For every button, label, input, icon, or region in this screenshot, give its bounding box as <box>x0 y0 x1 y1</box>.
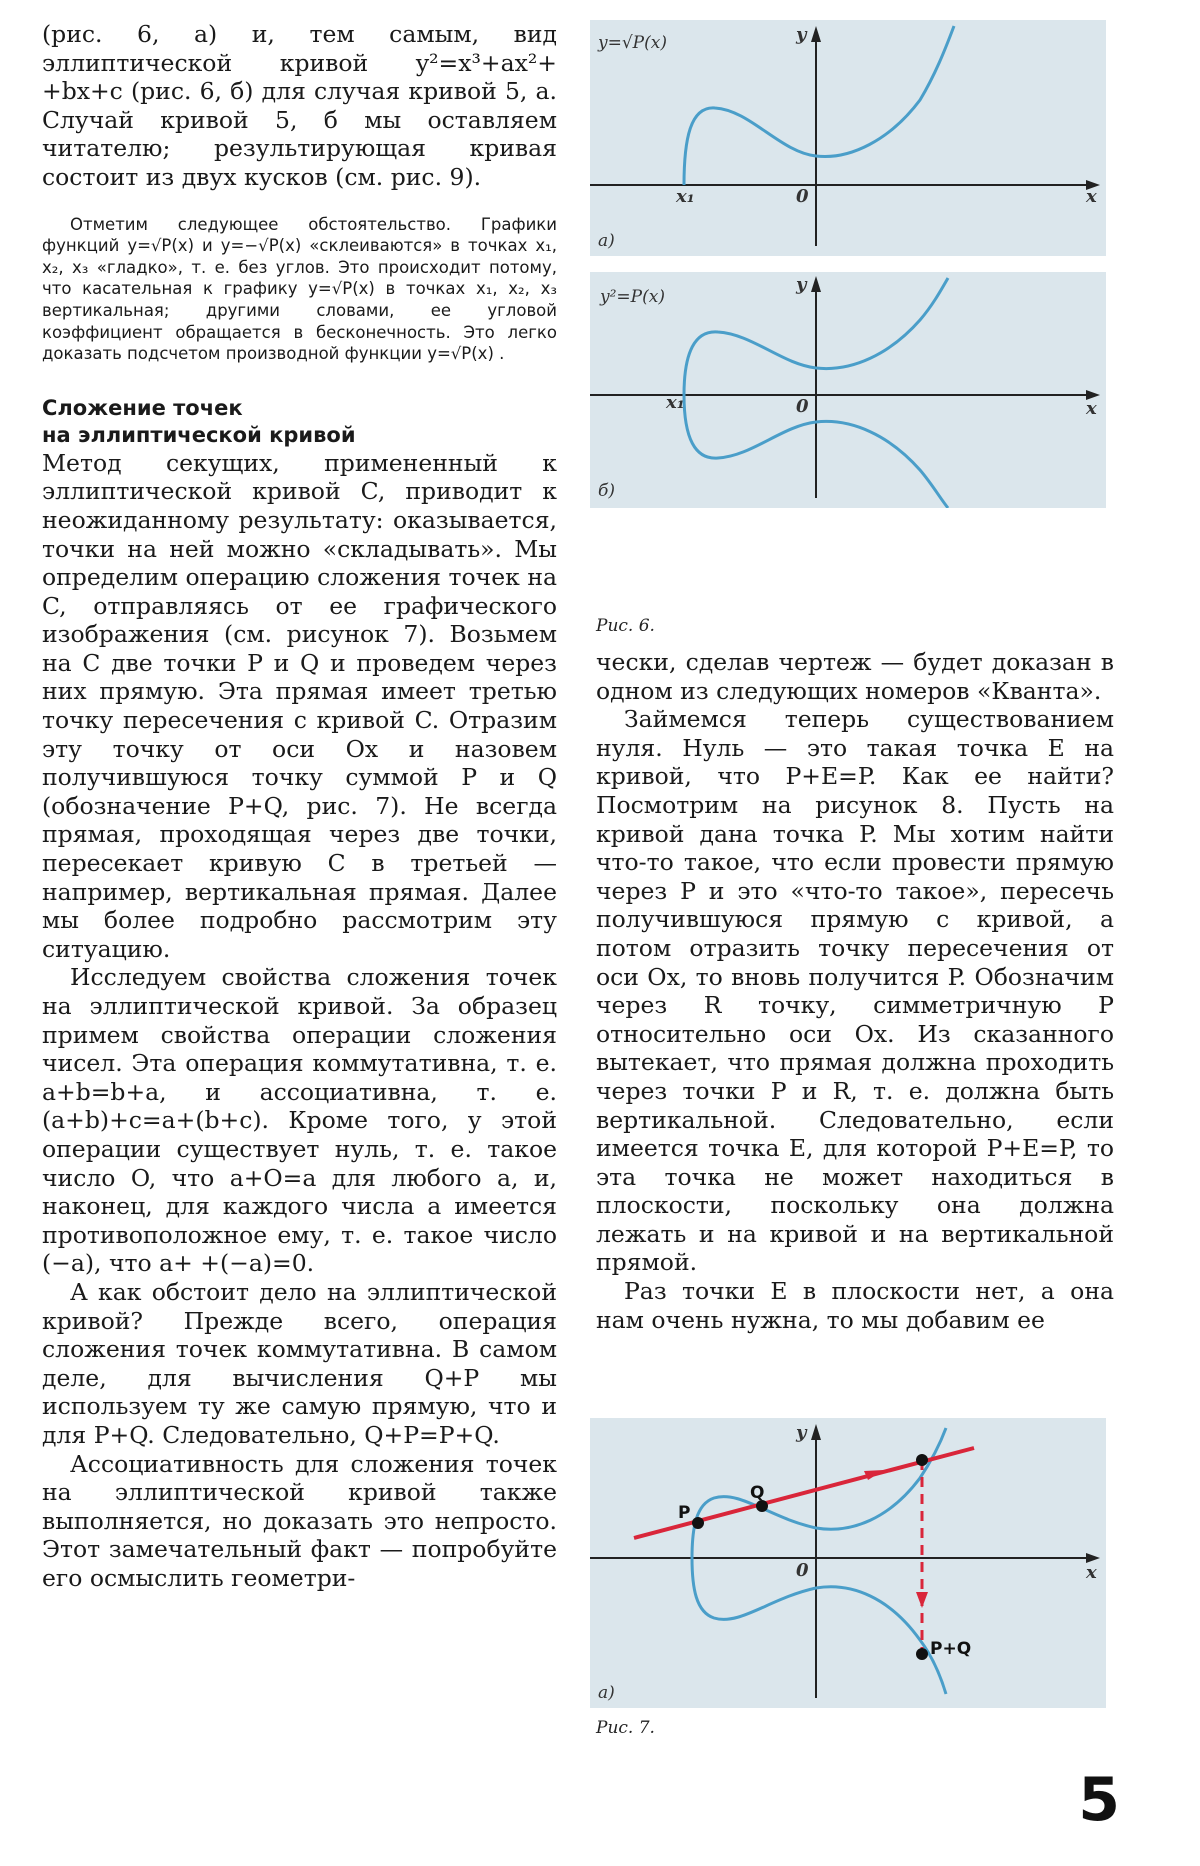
y-axis-arrow <box>811 276 821 292</box>
heading-line: Сложение точек <box>42 395 243 420</box>
paragraph: Ассоциативность для сложения точек на эллиптической кривой также выполняется, но доказать это непросто. Этот замечательный факт — попробуйте его осмыслить геометри- <box>42 1449 557 1592</box>
point-third <box>916 1454 928 1466</box>
y-axis-label: y <box>796 1422 807 1443</box>
paragraph: Займемся теперь существованием нуля. Нуль — это такая точка E на кривой, что P+E=P. Как ее найти? Посмотрим на рисунок 8. Пусть на кривой дана точка P. Мы хотим найти что-то такое, что если провести прямую через P и это «что-то такое», пересечь получившуюся прямую с кривой, а потом отразить точку пересечения от оси Ox, то вновь получится P. Обозначим через R точку, симметричную P относительно оси Ox. Из сказанного вытекает, что прямая должна проходить через точки P и R, т. е. должна быть вертикальной. Следовательно, если имеется точка E, для которой P+E=P, то эта точка не может находиться в плоскости, поскольку она должна лежать и на кривой и на вертикальной прямой. <box>596 705 1114 1277</box>
x-axis-label: x <box>1086 186 1097 207</box>
section-heading <box>42 395 557 449</box>
y-axis-label: y <box>796 24 807 45</box>
y-axis-arrow <box>811 1424 821 1440</box>
subfigure-letter: б) <box>598 481 616 501</box>
point-p <box>692 1517 704 1529</box>
curve <box>684 26 954 185</box>
x-axis-label: x <box>1086 1562 1097 1583</box>
curve-lower <box>692 1558 946 1694</box>
figure-6a <box>590 20 1106 256</box>
p-label: P <box>678 1503 691 1523</box>
paragraph: (рис. 6, а) и, тем самым, вид эллиптической кривой y²=x³+ax²+ +bx+c (рис. 6, б) для случая кривой 5, а. Случай кривой 5, б мы оставляем читателю; результирующая кривая состоит из двух кусков (см. рис. 9). <box>42 20 557 191</box>
origin-label: 0 <box>796 396 809 417</box>
heading-line: на эллиптической кривой <box>42 422 356 447</box>
paragraph: Исследуем свойства сложения точек на эллиптической кривой. За образец примем свойства операции сложения чисел. Эта операция коммутативна, т. е. a+b=b+a, и ассоциативна, т. е. (a+b)+c=a+(b+c). Кроме того, у этой операции существует нуль, т. е. такое число O, что a+O=a для любого a, и, наконец, для каждого числа a имеется противоположное ему, т. е. такое число (−a), что a+ +(−a)=0. <box>42 963 557 1278</box>
figure-7-caption: Рис. 7. <box>596 1718 655 1738</box>
secant-arrow <box>864 1470 884 1480</box>
curve-upper <box>692 1428 946 1558</box>
paragraph: Метод секущих, примененный к эллиптической кривой C, приводит к неожиданному результату: оказывается, точки на ней можно «складывать». Мы определим операцию сложения точек на C, отправляясь от ее графического изображения (см. рисунок 7). Возьмем на C две точки P и Q и проведем через них прямую. Эта прямая имеет третью точку пересечения с кривой C. Отразим эту точку от оси Ox и назовем получившуюся точку суммой P и Q (обозначение P+Q, рис. 7). Не всегда прямая, проходящая через две точки, пересекает кривую C в третьей — например, вертикальная прямая. Далее мы более подробно рассмотрим эту ситуацию. <box>42 448 557 963</box>
paragraph: чески, сделав чертеж — будет доказан в одном из следующих номеров «Кванта». <box>596 648 1114 705</box>
subfigure-letter: а) <box>598 1683 615 1703</box>
q-label: Q <box>750 1483 765 1503</box>
figure-6-caption: Рис. 6. <box>596 616 655 636</box>
formula-label: y=√P(x) <box>598 33 667 53</box>
right-column <box>596 648 1114 1334</box>
reflection-arrow <box>916 1592 928 1608</box>
point-sum <box>916 1648 928 1660</box>
left-column <box>42 20 557 1592</box>
paragraph: Раз точки E в плоскости нет, а она нам очень нужна, то мы добавим ее <box>596 1277 1114 1334</box>
formula-label: y²=P(x) <box>600 287 665 307</box>
paragraph: А как обстоит дело на эллиптической кривой? Прежде всего, операция сложения точек коммутативна. В самом деле, для вычисления Q+P мы используем ту же самую прямую, что и для P+Q. Следовательно, Q+P=P+Q. <box>42 1277 557 1449</box>
origin-label: 0 <box>796 1560 809 1581</box>
x1-label: x₁ <box>676 186 695 207</box>
page-number: 5 <box>1078 1765 1120 1835</box>
figure-6b <box>590 272 1106 508</box>
origin-label: 0 <box>796 186 809 207</box>
y-axis-arrow <box>811 26 821 42</box>
sum-label: P+Q <box>930 1639 972 1659</box>
y-axis-label: y <box>796 274 807 295</box>
figure-7 <box>590 1418 1106 1708</box>
subfigure-letter: а) <box>598 231 615 251</box>
x-axis-label: x <box>1086 398 1097 419</box>
note-paragraph: Отметим следующее обстоятельство. Графики функций y=√P(x) и y=−√P(x) «склеиваются» в точках x₁, x₂, x₃ «гладко», т. е. без углов. Это происходит потому, что касательная к графику y=√P(x) в точках x₁, x₂, x₃ вертикальная; другими словами, ее угловой коэффициент обращается в бесконечность. Это легко доказать подсчетом производной функции y=√P(x) . <box>42 214 557 364</box>
x1-label: x₁ <box>666 392 685 413</box>
